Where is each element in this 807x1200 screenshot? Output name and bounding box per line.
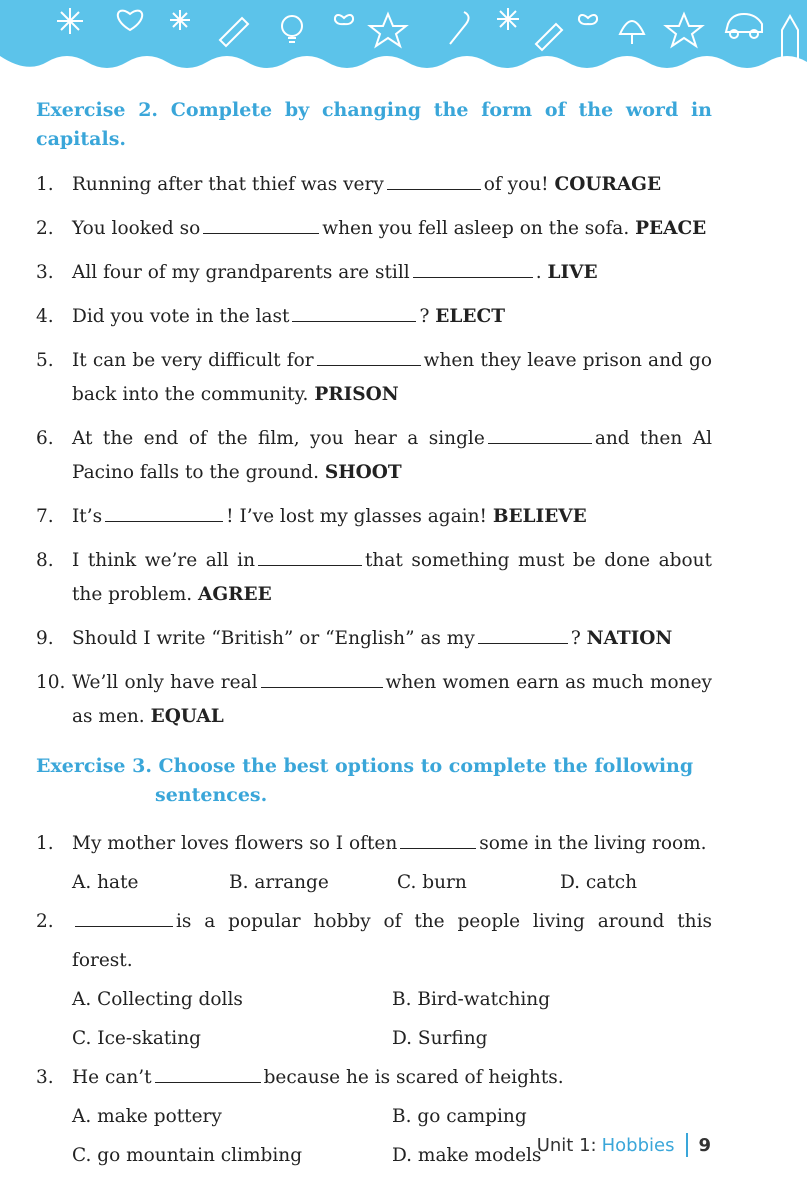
keyword: BELIEVE bbox=[492, 506, 587, 527]
option-d[interactable]: D. make models bbox=[392, 1145, 542, 1166]
exercise-2-list bbox=[36, 168, 712, 734]
answer-blank[interactable] bbox=[203, 215, 319, 234]
page-footer bbox=[537, 1133, 711, 1157]
exercise-2-item: 6. At the end of the film, you hear a single and then Al Pacino falls to the ground. SHOOT bbox=[36, 422, 712, 490]
exercise-2-item: 3. All four of my grandparents are still . LIVE bbox=[36, 256, 712, 290]
exercise-3-title: Exercise 3. Choose the best options to complete the following sentences. bbox=[36, 755, 694, 806]
keyword: PRISON bbox=[314, 384, 399, 405]
exercise-2-item: 5. It can be very difficult for when they leave prison and go back into the community. PRISON bbox=[36, 344, 712, 412]
answer-blank[interactable] bbox=[400, 830, 476, 849]
answer-blank[interactable] bbox=[317, 347, 421, 366]
option-b[interactable]: B. Bird-watching bbox=[392, 989, 551, 1010]
answer-blank[interactable] bbox=[413, 259, 533, 278]
exercise-2-item: 9. Should I write “British” or “English” as my ? NATION bbox=[36, 622, 712, 656]
answer-blank[interactable] bbox=[105, 503, 223, 522]
exercise-2-item: 7. It’s ! I’ve lost my glasses again! BELIEVE bbox=[36, 500, 712, 534]
page-number: 9 bbox=[698, 1134, 711, 1156]
answer-blank[interactable] bbox=[258, 547, 362, 566]
unit-label: Unit 1: bbox=[536, 1134, 597, 1156]
exercise-2-item: 1. Running after that thief was very of you! COURAGE bbox=[36, 168, 712, 202]
exercise-2-item: 8. I think we’re all in that something must be done about the problem. AGREE bbox=[36, 544, 712, 612]
option-b[interactable]: B. arrange bbox=[229, 872, 329, 893]
option-d[interactable]: D. Surfing bbox=[392, 1028, 488, 1049]
exercise-3-question: 2. is a popular hobby of the people living around this forest. A. Collecting dolls B. Bird-watching C. Ice-skating D. Surfing bbox=[36, 902, 712, 1058]
header-banner bbox=[0, 0, 807, 90]
answer-blank[interactable] bbox=[261, 669, 383, 688]
option-a[interactable]: A. make pottery bbox=[72, 1106, 222, 1127]
answer-blank[interactable] bbox=[292, 303, 416, 322]
option-b[interactable]: B. go camping bbox=[392, 1106, 527, 1127]
exercise-2-title: Exercise 2. Complete by changing the form of the word in capitals. bbox=[36, 99, 712, 150]
keyword: ELECT bbox=[435, 306, 505, 327]
option-c[interactable]: C. go mountain climbing bbox=[72, 1145, 303, 1166]
option-a[interactable]: A. hate bbox=[72, 872, 139, 893]
option-c[interactable]: C. Ice-skating bbox=[72, 1028, 201, 1049]
option-c[interactable]: C. burn bbox=[397, 872, 467, 893]
keyword: SHOOT bbox=[324, 462, 402, 483]
exercise-3-list bbox=[36, 824, 712, 1175]
answer-blank[interactable] bbox=[75, 908, 173, 927]
option-a[interactable]: A. Collecting dolls bbox=[72, 989, 243, 1010]
snowflake-icon bbox=[170, 10, 190, 30]
keyword: NATION bbox=[586, 628, 673, 649]
answer-blank[interactable] bbox=[155, 1064, 261, 1083]
keyword: LIVE bbox=[547, 262, 598, 283]
unit-name: Hobbies bbox=[601, 1134, 675, 1156]
keyword: AGREE bbox=[198, 584, 272, 605]
option-d[interactable]: D. catch bbox=[560, 872, 638, 893]
snowflake-icon bbox=[497, 8, 519, 30]
answer-blank[interactable] bbox=[478, 625, 568, 644]
keyword: EQUAL bbox=[150, 706, 224, 727]
keyword: PEACE bbox=[635, 218, 707, 239]
exercise-3-question: 3. He can’t because he is scared of heights. A. make pottery B. go camping C. go mountain climbing D. make models bbox=[36, 1058, 712, 1175]
exercise-2-item: 2. You looked so when you fell asleep on the sofa. PEACE bbox=[36, 212, 712, 246]
exercise-2-item: 10. We’ll only have real when women earn as much money as men. EQUAL bbox=[36, 666, 712, 734]
answer-blank[interactable] bbox=[488, 425, 592, 444]
footer-divider bbox=[686, 1133, 688, 1157]
keyword: COURAGE bbox=[554, 174, 662, 195]
exercise-2-item: 4. Did you vote in the last ? ELECT bbox=[36, 300, 712, 334]
answer-blank[interactable] bbox=[387, 171, 481, 190]
exercise-3-question: 1. My mother loves flowers so I often some in the living room. A. hate B. arrange C. burn D. catch bbox=[36, 824, 712, 902]
worksheet-content bbox=[36, 96, 712, 1175]
